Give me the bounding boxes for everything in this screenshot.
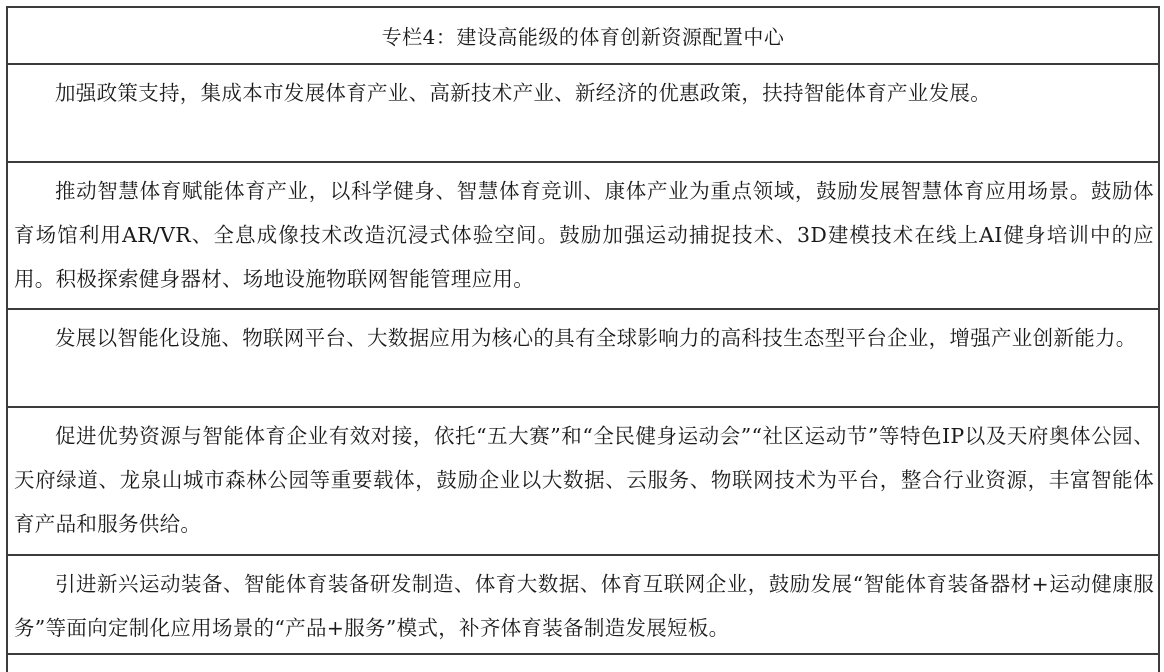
column-item-2: 推动智慧体育赋能体育产业，以科学健身、智慧体育竞训、康体产业为重点领域，鼓励发展智慧体育应用场景。鼓励体育场馆利用AR/VR、全息成像技术改造沉浸式体验空间。鼓励加强运动捕捉技术、3D建模技术在线上AI健身培训中的应用。积极探索健身器材、场地设施物联网智能管理应用。	[8, 163, 1158, 310]
column-item-5: 引进新兴运动装备、智能体育装备研发制造、体育大数据、体育互联网企业，鼓励发展“智能体育装备器材+运动健康服务”等面向定制化应用场景的“产品+服务”模式，补齐体育装备制造发展短板。	[8, 556, 1158, 655]
column-box	[6, 6, 1160, 672]
column-item-4: 促进优势资源与智能体育企业有效对接，依托“五大赛”和“全民健身运动会”“社区运动节”等特色IP以及天府奥体公园、天府绿道、龙泉山城市森林公园等重要载体，鼓励企业以大数据、云服务、物联网技术为平台，整合行业资源，丰富智能体育产品和服务供给。	[8, 408, 1158, 556]
column-item-1: 加强政策支持，集成本市发展体育产业、高新技术产业、新经济的优惠政策，扶持智能体育产业发展。	[8, 65, 1158, 163]
column-title: 专栏4：建设高能级的体育创新资源配置中心	[8, 8, 1158, 65]
column-item-3: 发展以智能化设施、物联网平台、大数据应用为核心的具有全球影响力的高科技生态型平台企业，增强产业创新能力。	[8, 310, 1158, 408]
